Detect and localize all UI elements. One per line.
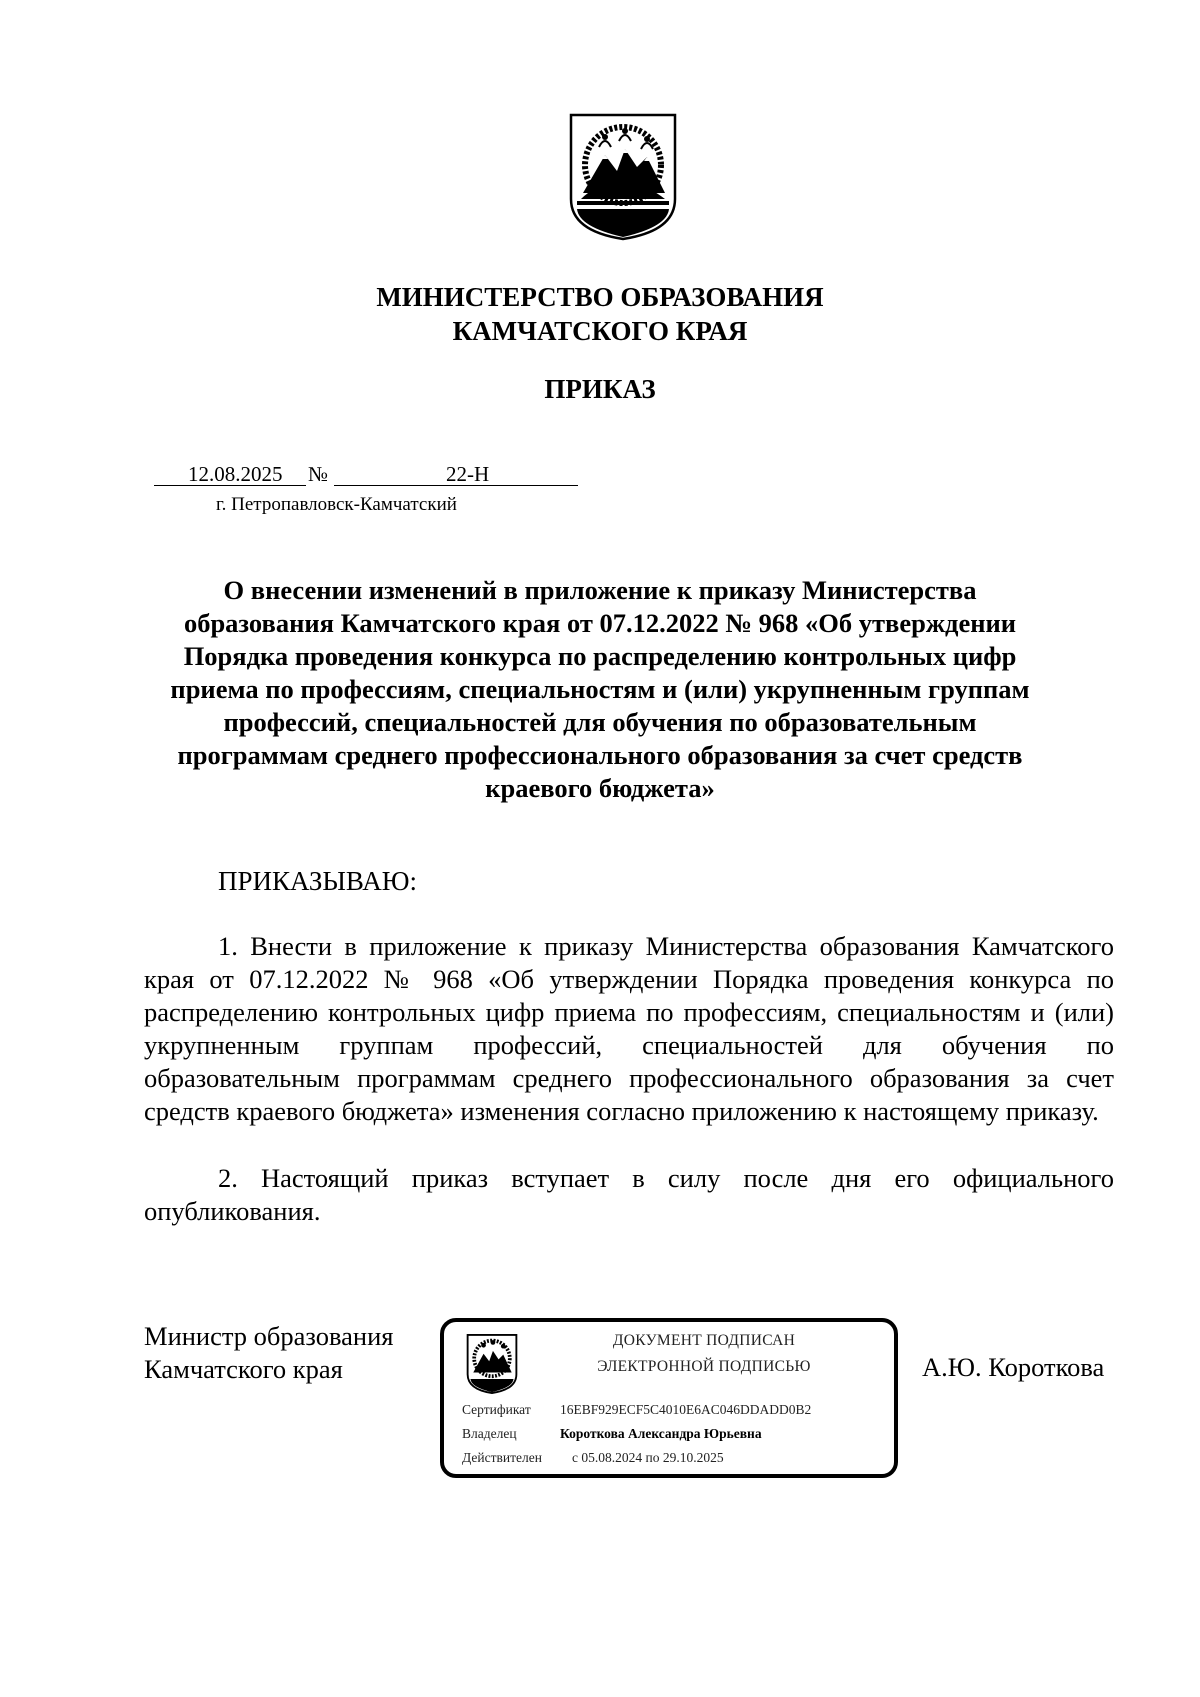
- order-word: ПРИКАЗЫВАЮ:: [218, 866, 417, 896]
- validity-label: Действителен: [462, 1450, 542, 1465]
- title-line: О внесении изменений в приложение к приказу Министерства: [223, 575, 977, 605]
- certificate-label: Сертификат: [462, 1402, 531, 1417]
- registration-line: [154, 462, 578, 492]
- title-line: Порядка проведения конкурса по распределению контрольных цифр: [183, 641, 1017, 671]
- ministry-line-2: КАМЧАТСКОГО КРАЯ: [452, 316, 748, 346]
- title-line: профессий, специальностей для обучения по образовательным: [223, 707, 977, 737]
- stamp-validity-row: [462, 1450, 724, 1466]
- paragraph-1: 1. Внести в приложение к приказу Министерства образования Камчатского края от 07.12.2022 № 968 «Об утверждении Порядка проведения конкурса по распределению контрольных цифр приема по профессиям, специальностям и (или) укрупненным группам профессий, специальностей для обучения по образовательным программам среднего профессионального образования за счет средств краевого бюджета» изменения согласно приложению к настоящему приказу.: [144, 931, 1114, 1126]
- document-type: ПРИКАЗ: [544, 374, 656, 404]
- order-date: 12.08.2025: [188, 462, 283, 486]
- document-title: [150, 574, 1050, 805]
- owner-value: Короткова Александра Юрьевна: [560, 1426, 762, 1441]
- stamp-owner-row: [462, 1426, 762, 1442]
- title-line: программам среднего профессионального образования за счет средств: [177, 740, 1023, 770]
- city: г. Петропавловск-Камчатский: [216, 494, 457, 515]
- ministry-line-1: МИНИСТЕРСТВО ОБРАЗОВАНИЯ: [376, 282, 824, 312]
- order-number: 22-Н: [446, 462, 490, 486]
- title-line: краевого бюджета»: [485, 773, 715, 803]
- title-line: приема по профессиям, специальностям и (или) укрупненным группам: [170, 674, 1030, 704]
- electronic-signature-stamp: [440, 1318, 898, 1478]
- owner-label: Владелец: [462, 1426, 517, 1441]
- validity-value: с 05.08.2024 по 29.10.2025: [572, 1450, 724, 1465]
- paragraph-2: 2. Настоящий приказ вступает в силу после дня его официального опубликования.: [144, 1163, 1114, 1226]
- number-sign: №: [308, 462, 329, 486]
- stamp-emblem-icon: [466, 1334, 518, 1394]
- stamp-title-line-2: ЭЛЕКТРОННОЙ ПОДПИСЬЮ: [597, 1358, 811, 1375]
- ministry-name: [0, 280, 1200, 348]
- kamchatka-coat-of-arms-icon: [569, 113, 677, 241]
- signer-position-line-1: Министр образования: [144, 1321, 394, 1351]
- signer-position: [144, 1320, 393, 1386]
- certificate-value: 16EBF929ECF5C4010E6AC046DDADD0B2: [560, 1402, 812, 1417]
- stamp-title-line-1: ДОКУМЕНТ ПОДПИСАН: [612, 1332, 796, 1349]
- signer-name: А.Ю. Короткова: [922, 1352, 1105, 1382]
- stamp-certificate-row: [462, 1402, 812, 1418]
- title-line: образования Камчатского края от 07.12.2022 № 968 «Об утверждении: [183, 608, 1017, 638]
- signer-position-line-2: Камчатского края: [144, 1354, 343, 1384]
